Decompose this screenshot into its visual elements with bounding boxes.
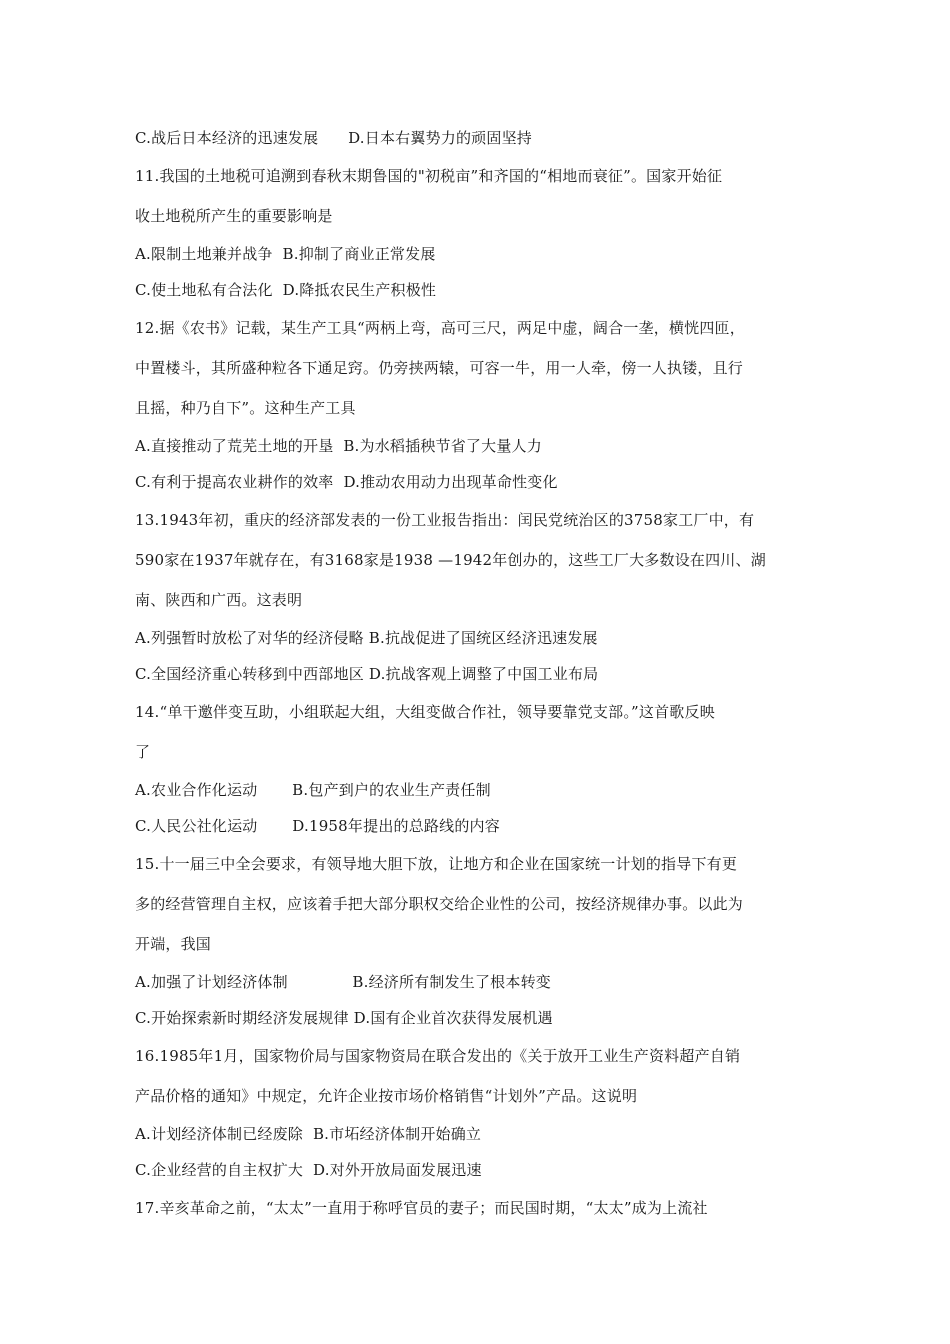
question-15-line-2: 多的经营管理自主权，应该着手把大部分职权交给企业性的公司，按经济规律办事。以此为 (135, 895, 744, 913)
question-16-line-1: 16.1985年1月，国家物价局与国家物资局在联合发出的《关于放开工业生产资料超产自销 (135, 1047, 741, 1065)
question-12-line-1: 12.据《农书》记载，某生产工具“两柄上弯，高可三尺，两足中虚，阔合一垄，横恍四匝， (135, 319, 745, 337)
question-12-line-2: 中置楼斗，其所盛种粒各下通足窍。仍旁挟两辕，可容一牛，用一人牵，傍一人执镂，且行 (135, 359, 744, 377)
question-13-line-1: 13.1943年初，重庆的经济部发表的一份工业报告指出：闰民党统治区的3758家工厂中，有 (135, 511, 755, 529)
question-17-line-1: 17.辛亥革命之前，“太太”一直用于称呼官员的妻子；而民国时期，“太太”成为上流社 (135, 1199, 708, 1217)
option-line: A.计划经济体制已经废除 B.市坧经济体制开始确立 (135, 1125, 482, 1143)
question-11-line-1: 11.我国的土地税可追溯到春秋末期鲁国的"初税亩”和齐国的“相地而衰征”。国家开始征 (135, 167, 723, 185)
question-15-line-3: 开端，我国 (135, 935, 212, 953)
option-line: C.有利于提高农业耕作的效率 D.推动农用动力出现革命性变化 (135, 473, 558, 491)
question-13-line-3: 南、陕西和广西。这表明 (135, 591, 303, 609)
option-line: C.全国经济重心转移到中西部地区 D.抗战客观上调整了中国工业布局 (135, 665, 599, 683)
question-16-line-2: 产品价格的通知》中规定，允许企业按市场价格销售“计划外”产品。这说明 (135, 1087, 638, 1105)
option-line: C.使土地私有合法化 D.降抵农民生产积极性 (135, 281, 437, 299)
option-line: A.限制土地兼并战争 B.抑制了商业正常发展 (135, 245, 436, 263)
option-line: C.战后日本经济的迅速发展 D.日本右翼势力的顽固坚持 (135, 129, 532, 147)
question-14-line-2: 了 (135, 743, 151, 761)
question-11-line-2: 收土地税所产生的重要影响是 (135, 207, 333, 225)
option-line: A.加强了计划经济体制 B.经济所有制发生了根本转变 (135, 973, 551, 991)
document-page (135, 120, 825, 1228)
option-line: A.直接推动了荒芜土地的开垦 B.为水稻插秧节省了大量人力 (135, 437, 542, 455)
question-13-line-2: 590家在1937年就存在，有3168家是1938 —1942年创办的，这些工厂大多数设在四川、湖 (135, 551, 766, 569)
question-14-line-1: 14.“单干邀伴变互助，小组联起大组，大组变做合作社，领导要靠党支部。”这首歌反映 (135, 703, 715, 721)
option-line: A.农业合作化运动 B.包产到户的农业生产责任制 (135, 781, 491, 799)
option-line: A.列强暂时放松了对华的经济侵略 B.抗战促进了国统区经济迅速发展 (135, 629, 598, 647)
question-12-line-3: 且摇，种乃自下”。这种生产工具 (135, 399, 356, 417)
question-15-line-1: 15.十一届三中全会要求，有领导地大胆下放，让地方和企业在国家统一计划的指导下有更 (135, 855, 738, 873)
option-line: C.企业经营的自主权扩大 D.对外开放局面发展迅速 (135, 1161, 482, 1179)
option-line: C.开始探索新时期经济发展规律 D.国有企业首次获得发展机遇 (135, 1009, 553, 1027)
option-line: C.人民公社化运动 D.1958年提出的总路线的内容 (135, 817, 500, 835)
